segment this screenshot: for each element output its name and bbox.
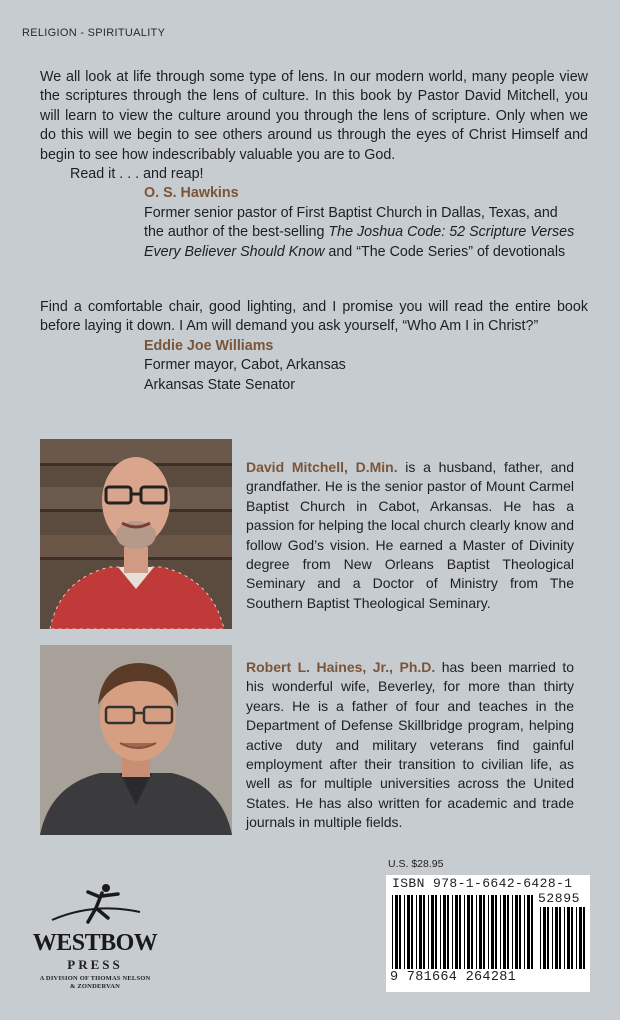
author-bio-text: has been married to his wonderful wife, Beverley, for more than thirty years. He is a father of four and teaches in the Department of Defense Skillbridge program, helping active duty and military veterans find gainful employment after their transition to civilian life, as well as for multiple universities across the United States. He has also written for academic and trade journals in multiple fields.	[246, 659, 574, 831]
isbn-text: ISBN 978-1-6642-6428-1	[392, 876, 573, 891]
publisher-logo	[22, 880, 167, 998]
endorsement-text: Find a comfortable chair, good lighting, and I promise you will read the entire book before laying it down. I Am will demand you ask yourself, “Who Am I in Christ?”	[40, 299, 588, 335]
ean-digits-text: 9 781664 264281	[390, 970, 517, 985]
publisher-name: WESTBOW	[32, 930, 158, 956]
endorser-name: Eddie Joe Williams	[144, 337, 274, 354]
author-bio-text: is a husband, father, and grandfather. He is the senior pastor of Mount Carmel Baptist Church in Cabot, Arkansas. He has a passion for helping the local church clearly know and follow God’s vision. He earned a Master of Divinity degree from New Orleans Baptist Theological Seminary and a Doctor of Ministry from The Southern Baptist Theological Seminary.	[246, 459, 574, 611]
endorser-role: Former mayor, Cabot, Arkansas Arkansas State Senator	[144, 357, 346, 393]
author-photo-mitchell	[40, 439, 232, 629]
barcode-main	[390, 895, 536, 969]
endorser-role: Former senior pastor of First Baptist Church in Dallas, Texas, and the author of the best-selling The Joshua Code: 52 Scripture Verses Every Believer Should Know and “The Code Series” of devotionals	[144, 204, 575, 260]
publisher-press: PRESS	[67, 957, 123, 972]
author-name: David Mitchell, D.Min.	[246, 459, 398, 475]
endorsement-williams	[40, 298, 588, 395]
author-photo-haines	[40, 645, 232, 835]
runner-icon	[22, 880, 167, 932]
publisher-division-line1: A DIVISION OF THOMAS NELSON	[39, 975, 151, 982]
barcode-addon	[538, 907, 586, 969]
publisher-division-line2: & ZONDERVAN	[69, 983, 121, 990]
category-label: RELIGION - SPIRITUALITY	[22, 27, 166, 39]
endorser-name: O. S. Hawkins	[144, 185, 239, 202]
author-bio-mitchell	[246, 458, 574, 613]
price-label: U.S. $28.95	[388, 858, 444, 870]
author-bio-haines	[246, 658, 574, 833]
endorsement-hawkins	[40, 68, 588, 262]
endorsement-text: We all look at life through some type of lens. In our modern world, many people view the scriptures through the lens of culture. In this book by Pastor David Mitchell, you will learn to view the culture around you through the lens of scripture. Only when we do this will we begin to see others around us through the eyes of Christ Himself and begin to see how indescribably valuable you are to God.	[40, 69, 588, 163]
author-name: Robert L. Haines, Jr., Ph.D.	[246, 659, 436, 675]
endorsement-closing: Read it . . . and reap!	[70, 166, 204, 183]
price-code-text: 52895	[538, 891, 581, 906]
